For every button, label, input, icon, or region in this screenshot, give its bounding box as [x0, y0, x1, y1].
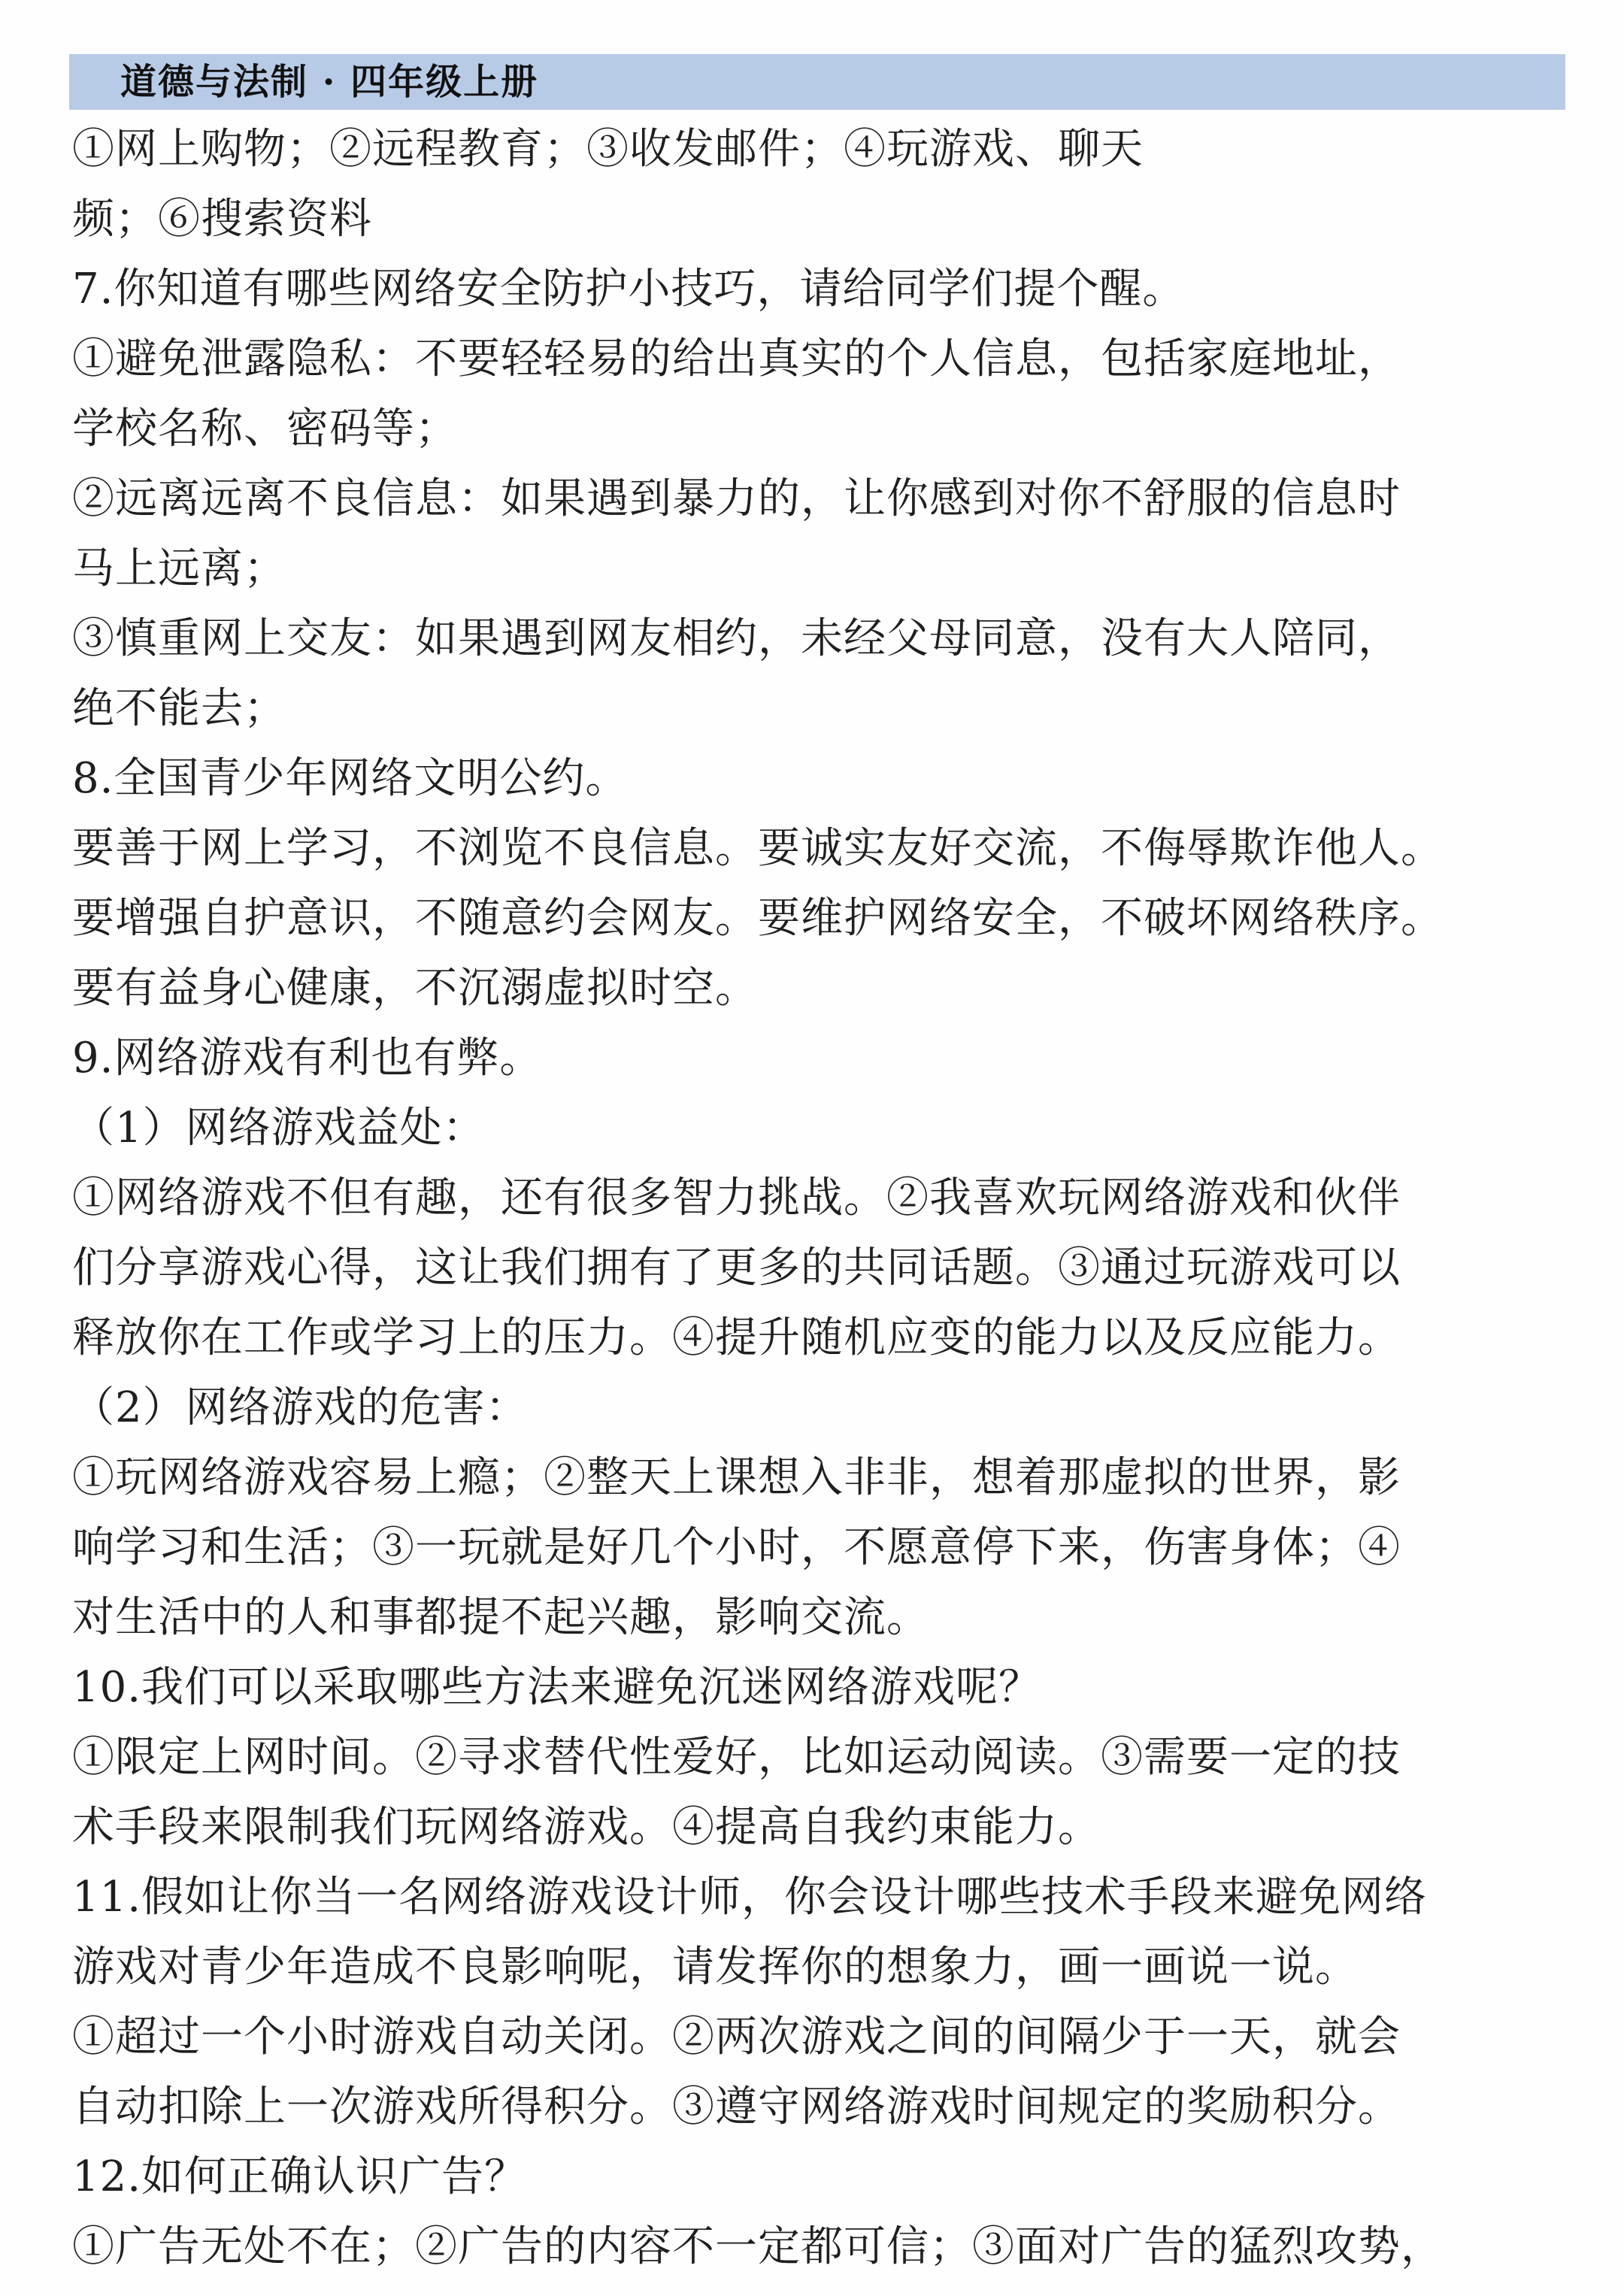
text-line: 10.我们可以采取哪些方法来避免沉迷网络游戏呢？ — [72, 1663, 1042, 1712]
text-line: ②远离远离不良信息：如果遇到暴力的，让你感到对你不舒服的信息时 — [72, 474, 1401, 523]
text-line: 马上远离； — [72, 544, 286, 593]
text-line: 要善于网上学习，不浏览不良信息。要诚实友好交流，不侮辱欺诈他人。 — [72, 824, 1444, 873]
text-line: 们分享游戏心得，这让我们拥有了更多的共同话题。③通过玩游戏可以 — [72, 1243, 1401, 1292]
text-line: 绝不能去； — [72, 684, 286, 733]
text-line: ①超过一个小时游戏自动关闭。②两次游戏之间的间隔少于一天，就会 — [72, 2013, 1401, 2061]
text-line: 频；⑥搜索资料 — [72, 195, 372, 244]
text-line: ③慎重网上交友：如果遇到网友相约，未经父母同意，没有大人陪同， — [72, 614, 1401, 663]
text-line: 要增强自护意识，不随意约会网友。要维护网络安全，不破坏网络秩序。 — [72, 894, 1444, 943]
text-line: 术手段来限制我们玩网络游戏。④提高自我约束能力。 — [72, 1803, 1101, 1852]
text-line: 9.网络游戏有利也有弊。 — [72, 1034, 543, 1083]
text-line: 对生活中的人和事都提不起兴趣，影响交流。 — [72, 1593, 929, 1642]
text-line: 学校名称、密码等； — [72, 404, 458, 453]
text-line: ①网上购物；②远程教育；③收发邮件；④玩游戏、聊天 — [72, 125, 1144, 174]
text-line: （1）网络游戏益处： — [72, 1104, 486, 1153]
text-line: ①网络游戏不但有趣，还有很多智力挑战。②我喜欢玩网络游戏和伙伴 — [72, 1174, 1401, 1222]
text-line: ①广告无处不在；②广告的内容不一定都可信；③面对广告的猛烈攻势， — [72, 2222, 1444, 2271]
text-line: 释放你在工作或学习上的压力。④提升随机应变的能力以及反应能力。 — [72, 1313, 1401, 1362]
text-line: ①玩网络游戏容易上瘾；②整天上课想入非非，想着那虚拟的世界，影 — [72, 1453, 1401, 1502]
text-line: 8.全国青少年网络文明公约。 — [72, 754, 629, 803]
text-line: 要有益身心健康，不沉溺虚拟时空。 — [72, 964, 758, 1013]
text-line: 7.你知道有哪些网络安全防护小技巧，请给同学们提个醒。 — [72, 265, 1186, 314]
text-line: 12.如何正确认识广告？ — [72, 2152, 528, 2201]
text-line: 自动扣除上一次游戏所得积分。③遵守网络游戏时间规定的奖励积分。 — [72, 2082, 1401, 2131]
glare-fade — [1278, 110, 1565, 200]
page-header-title: 道德与法制 · 四年级上册 — [120, 61, 539, 103]
text-line: 11.假如让你当一名网络游戏设计师，你会设计哪些技术手段来避免网络 — [72, 1873, 1428, 1922]
text-line: （2）网络游戏的危害： — [72, 1383, 529, 1432]
text-line: 响学习和生活；③一玩就是好几个小时，不愿意停下来，伤害身体；④ — [72, 1523, 1401, 1572]
text-line: ①限定上网时间。②寻求替代性爱好，比如运动阅读。③需要一定的技 — [72, 1733, 1401, 1782]
text-line: 游戏对青少年造成不良影响呢，请发挥你的想象力，画一画说一说。 — [72, 1943, 1358, 1992]
text-line: ①避免泄露隐私：不要轻轻易的给出真实的个人信息，包括家庭地址， — [72, 335, 1401, 383]
